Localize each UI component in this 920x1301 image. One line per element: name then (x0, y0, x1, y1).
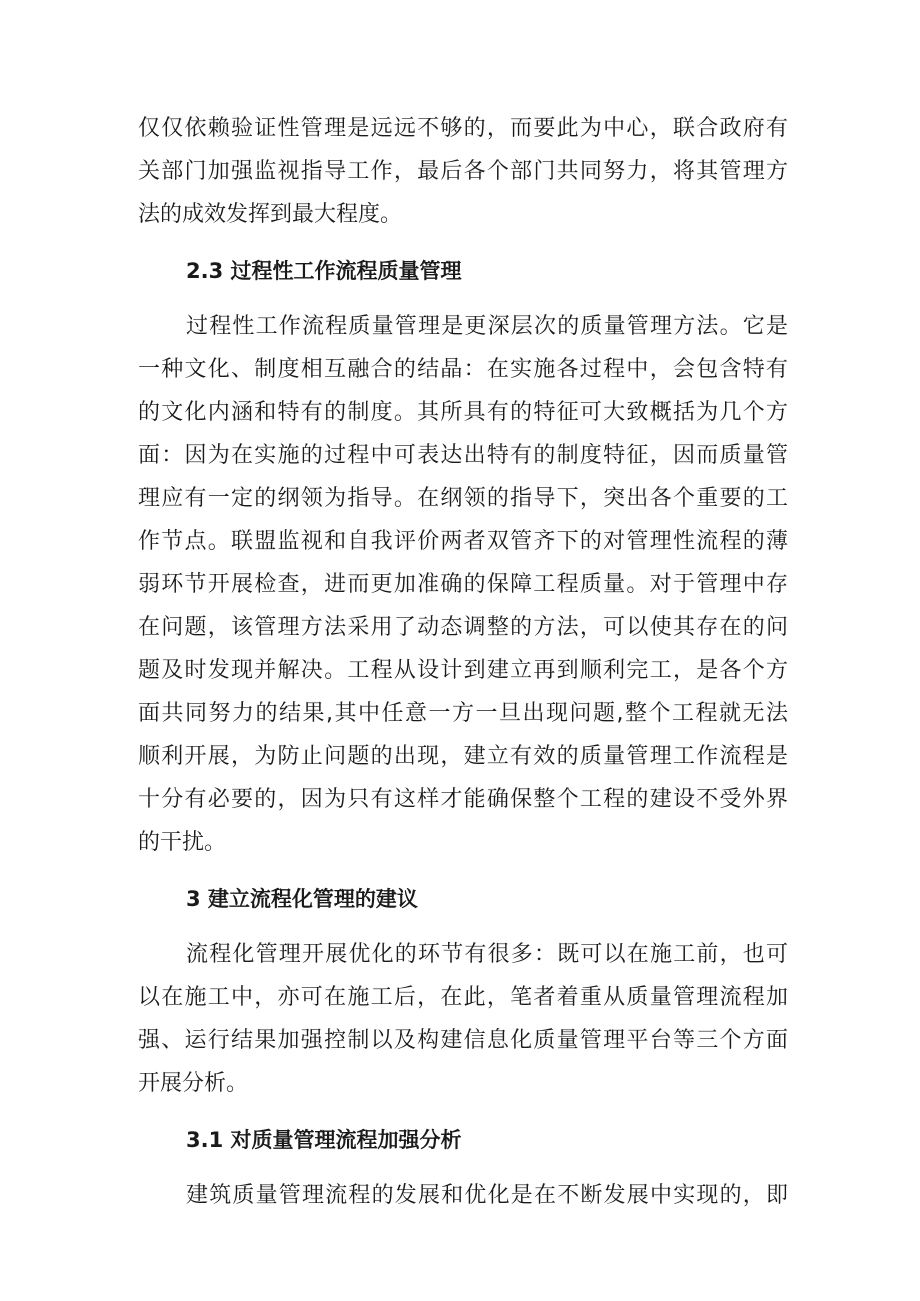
text-line: 过程性工作流程质量管理是更深层次的质量管理方法。它是 (186, 314, 788, 339)
text-line: 顺利开展，为防止问题的出现，建立有效的质量管理工作流程是 (138, 744, 788, 769)
text-line: 题及时发现并解决。工程从设计到建立再到顺利完工，是各个方 (138, 658, 788, 683)
text-line: 流程化管理开展优化的环节有很多：既可以在施工前，也可 (186, 942, 788, 967)
text-line: 建筑质量管理流程的发展和优化是在不断发展中实现的，即 (186, 1183, 788, 1208)
section-heading-2-3: 2.3 过程性工作流程质量管理 (186, 259, 462, 283)
text-line: 在问题，该管理方法采用了动态调整的方法，可以使其存在的问 (138, 615, 788, 640)
text-line: 面共同努力的结果,其中任意一方一旦出现问题,整个工程就无法 (138, 701, 788, 726)
text-line: 关部门加强监视指导工作，最后各个部门共同努力，将其管理方 (138, 159, 788, 184)
text-line: 作节点。联盟监视和自我评价两者双管齐下的对管理性流程的薄 (138, 529, 788, 554)
text-line: 十分有必要的，因为只有这样才能确保整个工程的建设不受外界 (138, 787, 788, 812)
text-line: 开展分析。 (138, 1071, 249, 1096)
text-line: 的干扰。 (138, 830, 227, 855)
text-line: 一种文化、制度相互融合的结晶：在实施各过程中，会包含特有 (138, 357, 788, 382)
text-line: 法的成效发挥到最大程度。 (138, 202, 403, 227)
section-heading-3: 3 建立流程化管理的建议 (186, 887, 418, 911)
text-line: 的文化内涵和特有的制度。其所具有的特征可大致概括为几个方 (138, 400, 788, 425)
section-heading-3-1: 3.1 对质量管理流程加强分析 (186, 1128, 462, 1152)
text-line: 面：因为在实施的过程中可表达出特有的制度特征，因而质量管 (138, 443, 788, 468)
text-line: 理应有一定的纲领为指导。在纲领的指导下，突出各个重要的工 (138, 486, 788, 511)
text-line: 弱环节开展检查，进而更加准确的保障工程质量。对于管理中存 (138, 572, 788, 597)
text-line: 强、运行结果加强控制以及构建信息化质量管理平台等三个方面 (138, 1028, 788, 1053)
text-line: 以在施工中，亦可在施工后，在此，笔者着重从质量管理流程加 (138, 985, 788, 1010)
text-line: 仅仅依赖验证性管理是远远不够的，而要此为中心，联合政府有 (138, 116, 788, 141)
